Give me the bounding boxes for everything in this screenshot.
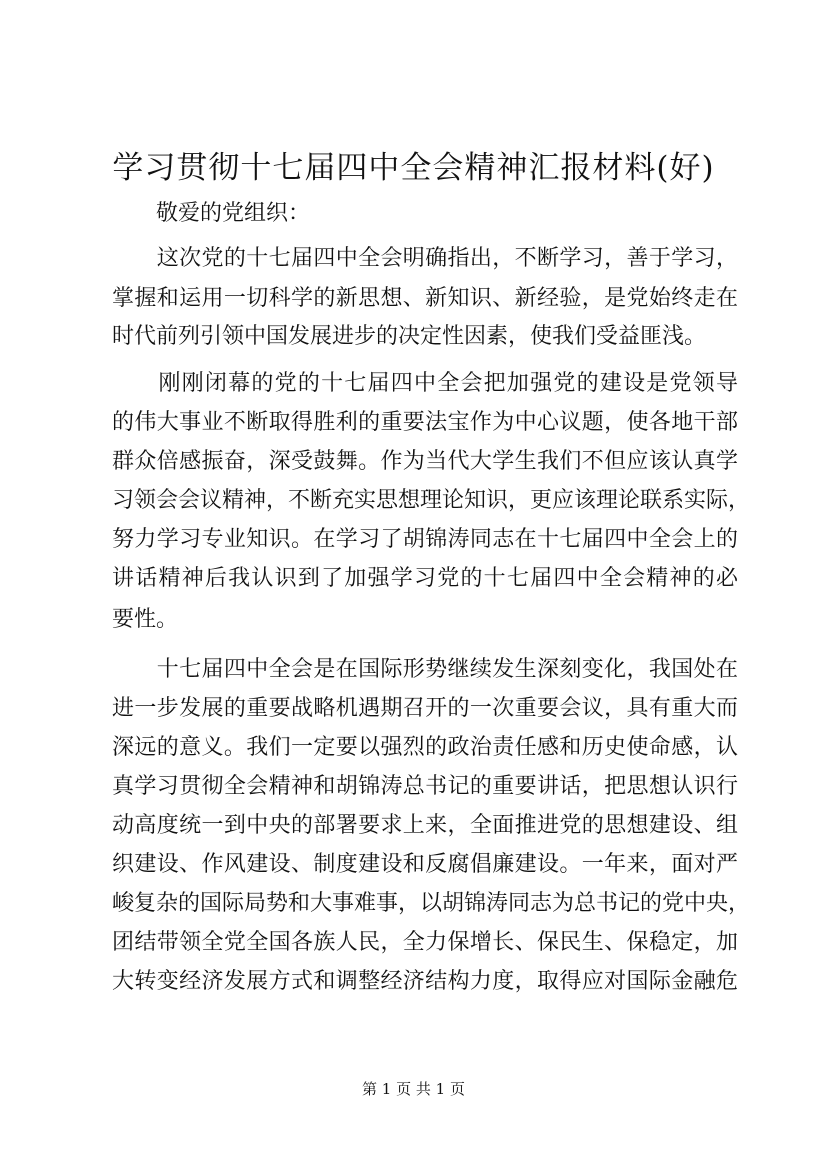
body-line: 时代前列引领中国发展进步的决定性因素，使我们受益匪浅。 [112, 324, 707, 349]
document-title: 学习贯彻十七届四中全会精神汇报材料(好) [112, 150, 715, 186]
body-line: 这次党的十七届四中全会明确指出，不断学习，善于学习， [112, 246, 738, 271]
body-line: 要性。 [112, 607, 179, 632]
body-line: 动高度统一到中央的部署要求上来，全面推进党的思想建设、组 [112, 813, 738, 838]
salutation-line: 敬爱的党组织： [112, 201, 311, 226]
body-line: 峻复杂的国际局势和大事难事，以胡锦涛同志为总书记的党中央， [112, 891, 751, 916]
body-line: 织建设、作风建设、制度建设和反腐倡廉建设。一年来，面对严 [112, 852, 738, 877]
body-line: 的伟大事业不断取得胜利的重要法宝作为中心议题，使各地干部 [112, 410, 738, 435]
body-line: 团结带领全党全国各族人民，全力保增长、保民生、保稳定，加 [112, 930, 738, 955]
body-line: 刚刚闭幕的党的十七届四中全会把加强党的建设是党领导 [112, 371, 738, 396]
body-line: 真学习贯彻全会精神和胡锦涛总书记的重要讲话，把思想认识行 [112, 774, 738, 799]
body-line: 进一步发展的重要战略机遇期召开的一次重要会议，具有重大而 [112, 696, 738, 721]
body-line: 习领会会议精神，不断充实思想理论知识，更应该理论联系实际， [112, 488, 751, 513]
body-line: 群众倍感振奋，深受鼓舞。作为当代大学生我们不但应该认真学 [112, 449, 738, 474]
body-line: 掌握和运用一切科学的新思想、新知识、新经验，是党始终走在 [112, 286, 738, 311]
body-line: 讲话精神后我认识到了加强学习党的十七届四中全会精神的必 [112, 566, 738, 591]
body-line: 深远的意义。我们一定要以强烈的政治责任感和历史使命感，认 [112, 735, 738, 760]
page-number-footer: 第 1 页 共 1 页 [362, 1080, 465, 1098]
body-line: 大转变经济发展方式和调整经济结构力度，取得应对国际金融危 [112, 969, 738, 994]
body-line: 努力学习专业知识。在学习了胡锦涛同志在十七届四中全会上的 [112, 527, 738, 552]
body-line: 十七届四中全会是在国际形势继续发生深刻变化，我国处在 [112, 657, 738, 682]
